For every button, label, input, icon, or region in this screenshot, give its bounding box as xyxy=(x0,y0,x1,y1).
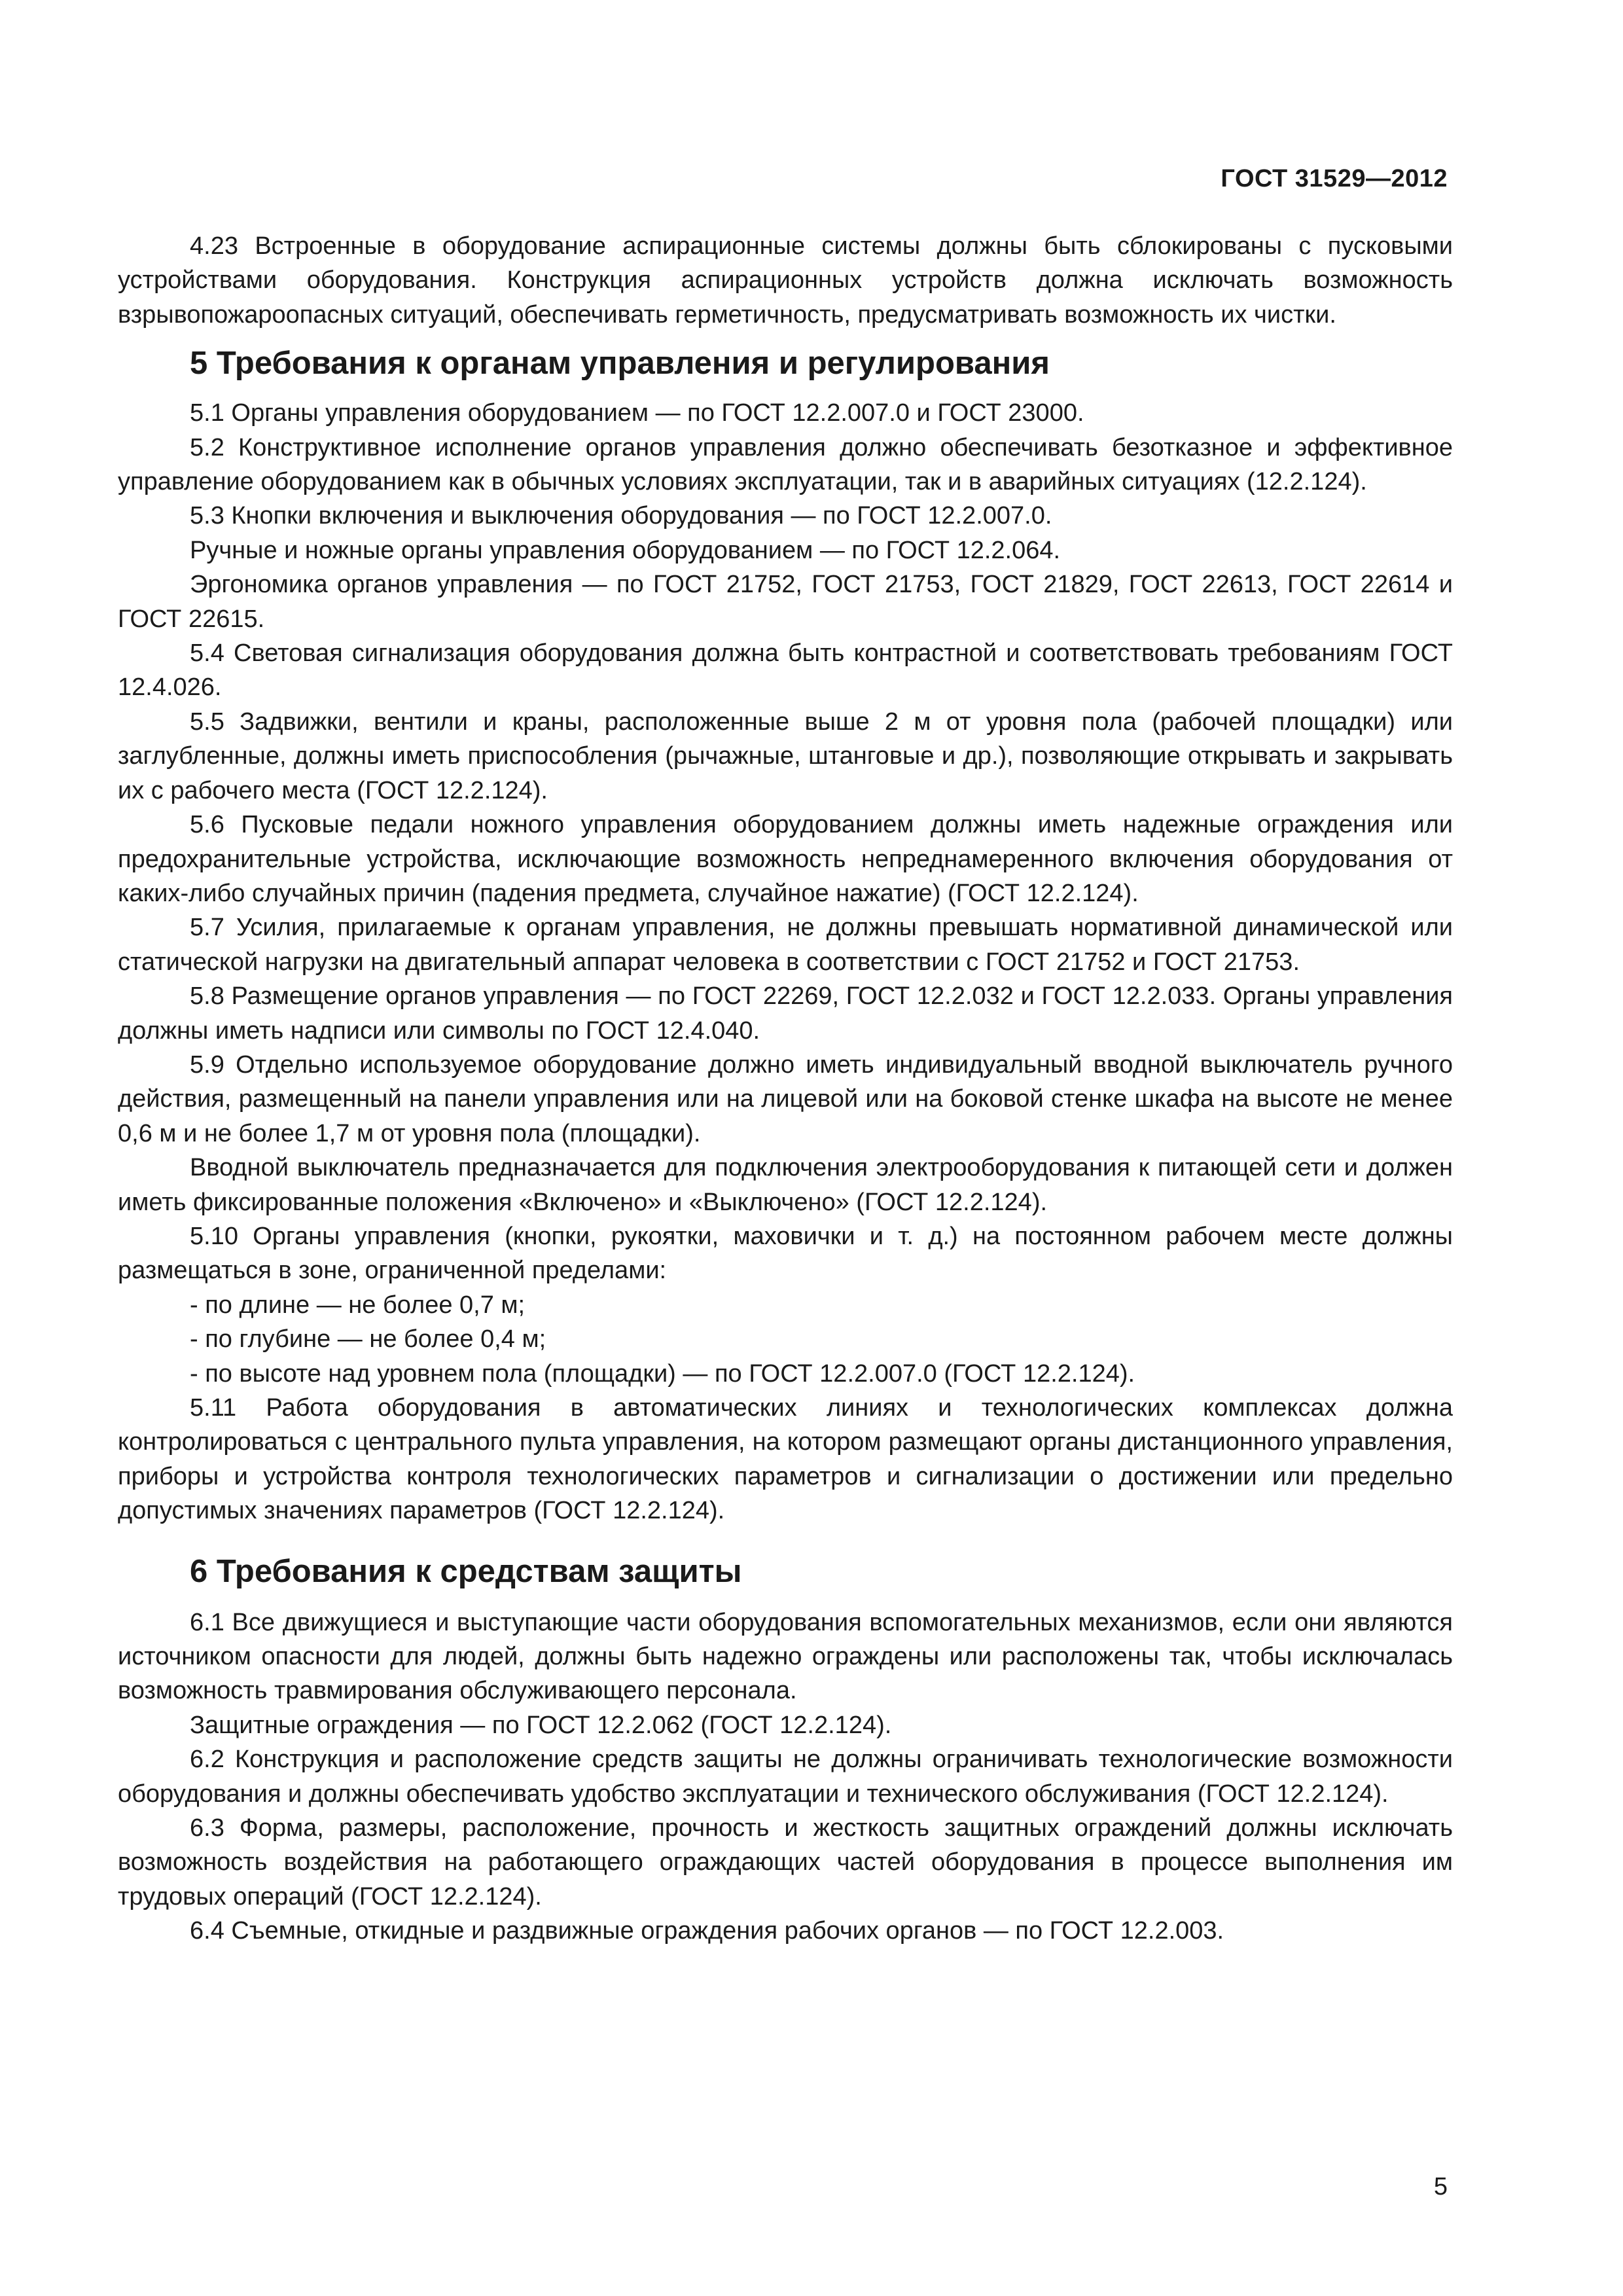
section-heading-5: 5 Требования к органам управления и регулирования xyxy=(190,346,1050,382)
paragraph-6-4: 6.4 Съемные, откидные и раздвижные ограждения рабочих органов — по ГОСТ 12.2.003. xyxy=(190,1917,1224,1945)
paragraph-5-9-switch: Вводной выключатель предназначается для подключения электрооборудования к питающей сети и должен иметь фиксированные положения «Включено» и «Выключено» (ГОСТ 12.2.124). xyxy=(118,1154,1453,1216)
paragraph-6-1: 6.1 Все движущиеся и выступающие части оборудования вспомогательных механизмов, если они являются источником опасности для людей, должны быть надежно ограждены или расположены так, чтобы исключалась возможность травмирования обслуживающего персонала. xyxy=(118,1608,1453,1705)
paragraph-5-2: 5.2 Конструктивное исполнение органов управления должно обеспечивать безотказное и эффективное управление оборудованием как в обычных условиях эксплуатации, так и в аварийных ситуациях (12.2.124). xyxy=(118,433,1453,496)
paragraph-5-4: 5.4 Световая сигнализация оборудования должна быть контрастной и соответствовать требованиям ГОСТ 12.4.026. xyxy=(118,639,1453,702)
paragraph-5-3: 5.3 Кнопки включения и выключения оборудования — по ГОСТ 12.2.007.0. xyxy=(190,502,1052,530)
paragraph-6-1-guards: Защитные ограждения — по ГОСТ 12.2.062 (ГОСТ 12.2.124). xyxy=(190,1711,892,1739)
section-heading-6: 6 Требования к средствам защиты xyxy=(190,1553,742,1589)
paragraph-5-8: 5.8 Размещение органов управления — по ГОСТ 22269, ГОСТ 12.2.032 и ГОСТ 12.2.033. Органы управления должны иметь надписи или символы по ГОСТ 12.4.040. xyxy=(118,982,1453,1045)
paragraph-5-10: 5.10 Органы управления (кнопки, рукоятки, маховички и т. д.) на постоянном рабочем месте должны размещаться в зоне, ограниченной пределами: xyxy=(118,1222,1453,1285)
paragraph-5-7: 5.7 Усилия, прилагаемые к органам управления, не должны превышать нормативной динамической или статической нагрузки на двигательный аппарат человека в соответствии с ГОСТ 21752 и ГОСТ 21753. xyxy=(118,914,1453,976)
page-number: 5 xyxy=(1433,2173,1448,2200)
paragraph-4-23: 4.23 Встроенные в оборудование аспирационные системы должны быть сблокированы с пусковыми устройствами оборудования. Конструкция аспирационных устройств должна исключать возможность взрывопожароопасных ситуаций, обеспечивать герметичность, предусматривать возможность их чистки. xyxy=(118,232,1453,329)
list-item-depth: - по глубине — не более 0,4 м; xyxy=(190,1325,546,1354)
paragraph-6-2: 6.2 Конструкция и расположение средств защиты не должны ограничивать технологические возможности оборудования и должны обеспечивать удобство эксплуатации и технического обслуживания (ГОСТ 12.2.124). xyxy=(118,1746,1453,1808)
paragraph-5-1: 5.1 Органы управления оборудованием — по ГОСТ 12.2.007.0 и ГОСТ 23000. xyxy=(190,399,1084,427)
paragraph-5-5: 5.5 Задвижки, вентили и краны, расположенные выше 2 м от уровня пола (рабочей площадки) или заглубленные, должны иметь приспособления (рычажные, штанговые и др.), позволяющие открывать и закрывать их с рабочего места (ГОСТ 12.2.124). xyxy=(118,708,1453,804)
paragraph-5-9: 5.9 Отдельно используемое оборудование должно иметь индивидуальный вводной выключатель ручного действия, размещенный на панели управления или на лицевой или на боковой стенке шкафа на высоте не менее 0,6 м и не более 1,7 м от уровня пола (площадки). xyxy=(118,1050,1453,1147)
paragraph-6-3: 6.3 Форма, размеры, расположение, прочность и жесткость защитных ограждений должны исключать возможность воздействия на работающего ограждающих частей оборудования в процессе выполнения им трудовых операций (ГОСТ 12.2.124). xyxy=(118,1814,1453,1910)
paragraph-5-3-ergonomics: Эргономика органов управления — по ГОСТ 21752, ГОСТ 21753, ГОСТ 21829, ГОСТ 22613, ГОСТ 22614 и ГОСТ 22615. xyxy=(118,571,1453,633)
list-item-length: - по длине — не более 0,7 м; xyxy=(190,1291,526,1319)
list-item-height: - по высоте над уровнем пола (площадки) — по ГОСТ 12.2.007.0 (ГОСТ 12.2.124). xyxy=(190,1359,1135,1388)
paragraph-5-3-manual: Ручные и ножные органы управления оборудованием — по ГОСТ 12.2.064. xyxy=(190,536,1061,564)
document-body xyxy=(118,229,1453,1948)
paragraph-5-11: 5.11 Работа оборудования в автоматических линиях и технологических комплексах должна контролироваться с центрального пульта управления, на котором размещают органы дистанционного управления, приборы и устройства контроля технологических параметров и сигнализации о достижении или предельно допустимых значениях параметров (ГОСТ 12.2.124). xyxy=(118,1394,1453,1525)
paragraph-5-6: 5.6 Пусковые педали ножного управления оборудованием должны иметь надежные ограждения или предохранительные устройства, исключающие возможность непреднамеренного включения оборудования от каких-либо случайных причин (падения предмета, случайное нажатие) (ГОСТ 12.2.124). xyxy=(118,811,1453,907)
document-code: ГОСТ 31529—2012 xyxy=(1221,165,1448,192)
